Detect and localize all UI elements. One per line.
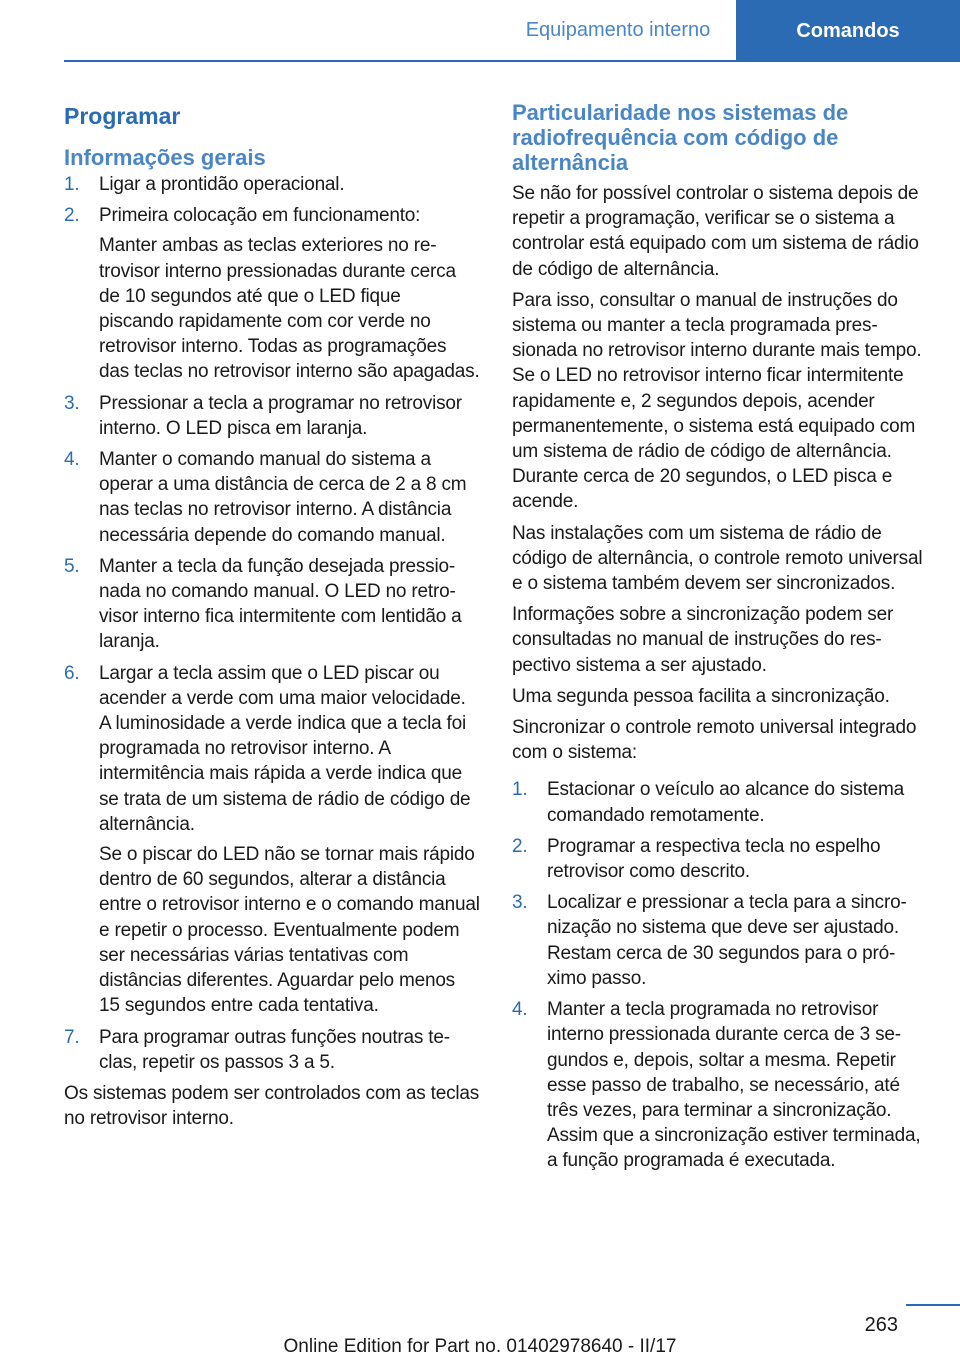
- list-item: [64, 554, 480, 655]
- list-item: [64, 172, 480, 197]
- header-chapter-tab: Comandos: [736, 0, 960, 62]
- list-item: [64, 661, 480, 1019]
- left-column: [64, 100, 480, 1137]
- step-number: 3.: [64, 392, 80, 414]
- step-text: Pressionar a tecla a programar no retrovisor interno. O LED pisca em laranja.: [99, 392, 462, 439]
- step-text: Largar a tecla assim que o LED piscar ou acender a verde com uma maior velocidade. A luminosidade a verde indica que a tecla foi programada no retrovisor interno. A intermitência mais rápida a verde indica que se trata de um sistema de rádio de código de alternância.: [99, 662, 471, 835]
- step-text: Primeira colocação em funcionamento:: [99, 205, 421, 227]
- paragraph: Se não for possível controlar o sistema depois de repetir a programação, verificar se o sistema a controlar está equipado com um sistema de rádio de código de alternância.: [512, 183, 919, 280]
- paragraph: Nas instalações com um sistema de rádio de código de alternância, o controle remoto universal e o sistema também devem ser sincronizados.: [512, 522, 923, 595]
- header-section-title: Equipamento interno: [525, 18, 711, 41]
- step-number: 4.: [512, 999, 528, 1021]
- paragraph: Para isso, consultar o manual de instruções do sistema ou manter a tecla programada pressionada no retrovisor interno durante mais tempo. Se o LED no retrovisor interno ficar intermitente rapidamente e, 2 segundos depois, acender permanentemente, o sistema está equipado com um sistema de rádio de código de alternância. Durante cerca de 20 segundos, o LED pisca e acende.: [512, 289, 922, 513]
- paragraph: Uma segunda pessoa facilita a sincronização.: [512, 685, 890, 707]
- right-column: [512, 100, 928, 1180]
- paragraph: Informações sobre a sincronização podem ser consultadas no manual de instruções do respectivo sistema a ser ajustado.: [512, 604, 894, 676]
- step-number: 6.: [64, 662, 80, 684]
- right-step-list: [512, 777, 928, 1173]
- paragraph: Sincronizar o controle remoto universal integrado com o sistema:: [512, 717, 917, 764]
- step-text: Ligar a prontidão operacional.: [99, 174, 345, 195]
- step-number: 4.: [64, 449, 80, 471]
- list-item: [512, 890, 928, 991]
- step-number: 3.: [512, 892, 528, 914]
- step-text: Para programar outras funções noutras teclas, repetir os passos 3 a 5.: [99, 1026, 451, 1073]
- step-number: 1.: [64, 174, 80, 195]
- footer-edition-note: Online Edition for Part no. 01402978640 - II/17: [283, 1336, 677, 1357]
- page-number: 263: [864, 1314, 898, 1336]
- step-subtext: Manter ambas as teclas exteriores no retrovisor interno pressionadas durante cerca de 10 segundos até que o LED fique piscando rapidamente com cor verde no retrovisor interno. Todas as programações das teclas no retrovisor interno são apagadas.: [99, 235, 480, 383]
- step-number: 2.: [64, 205, 80, 227]
- list-item: [512, 834, 928, 884]
- step-text: Programar a respectiva tecla no espelho retrovisor como descrito.: [547, 835, 881, 883]
- step-text: Estacionar o veículo ao alcance do sistema comandado remotamente.: [547, 779, 905, 826]
- step-text: Localizar e pressionar a tecla para a sincronização no sistema que deve ser ajustado. Restam cerca de 30 segundos para o próximo passo.: [547, 892, 907, 989]
- closing-paragraph: Os sistemas podem ser controlados com as teclas no retrovisor interno.: [64, 1082, 480, 1130]
- footer-rule: [906, 1304, 960, 1306]
- left-step-list: [64, 172, 480, 1075]
- subsection-title: Informações gerais: [64, 145, 266, 170]
- step-number: 1.: [512, 779, 528, 801]
- step-number: 2.: [512, 835, 528, 857]
- list-item: [64, 203, 480, 384]
- step-text: Manter a tecla programada no retrovisor interno pressionada durante cerca de 3 segundos e, depois, soltar a mesma. Repetir esse passo de trabalho, se necessário, até três vezes, para terminar a sincronização. Assim que a sincronização estiver terminada, a função programada é executada.: [547, 999, 921, 1172]
- header-rule: [64, 60, 960, 62]
- list-item: [512, 777, 928, 827]
- right-section-title: Particularidade nos sistemas de radiofrequência com código de alternância: [512, 100, 849, 175]
- step-text: Manter o comando manual do sistema a operar a uma distância de cerca de 2 a 8 cm nas teclas no retrovisor interno. A distância necessária depende do comando manual.: [99, 449, 467, 546]
- section-title: Programar: [64, 103, 181, 129]
- list-item: [512, 997, 928, 1173]
- step-text: Manter a tecla da função desejada pressionada no comando manual. O LED no retrovisor interno fica intermitente com lentidão a laranja.: [99, 555, 462, 653]
- step-subtext: Se o piscar do LED não se tornar mais rápido dentro de 60 segundos, alterar a distância entre o retrovisor interno e o comando manual e repetir o processo. Eventualmente podem ser necessárias várias tentativas com distâncias diferentes. Aguardar pelo menos 15 segundos entre cada tentativa.: [99, 844, 480, 1017]
- list-item: [64, 1025, 480, 1075]
- list-item: [64, 447, 480, 548]
- step-number: 7.: [64, 1026, 80, 1048]
- list-item: [64, 391, 480, 441]
- step-number: 5.: [64, 555, 80, 577]
